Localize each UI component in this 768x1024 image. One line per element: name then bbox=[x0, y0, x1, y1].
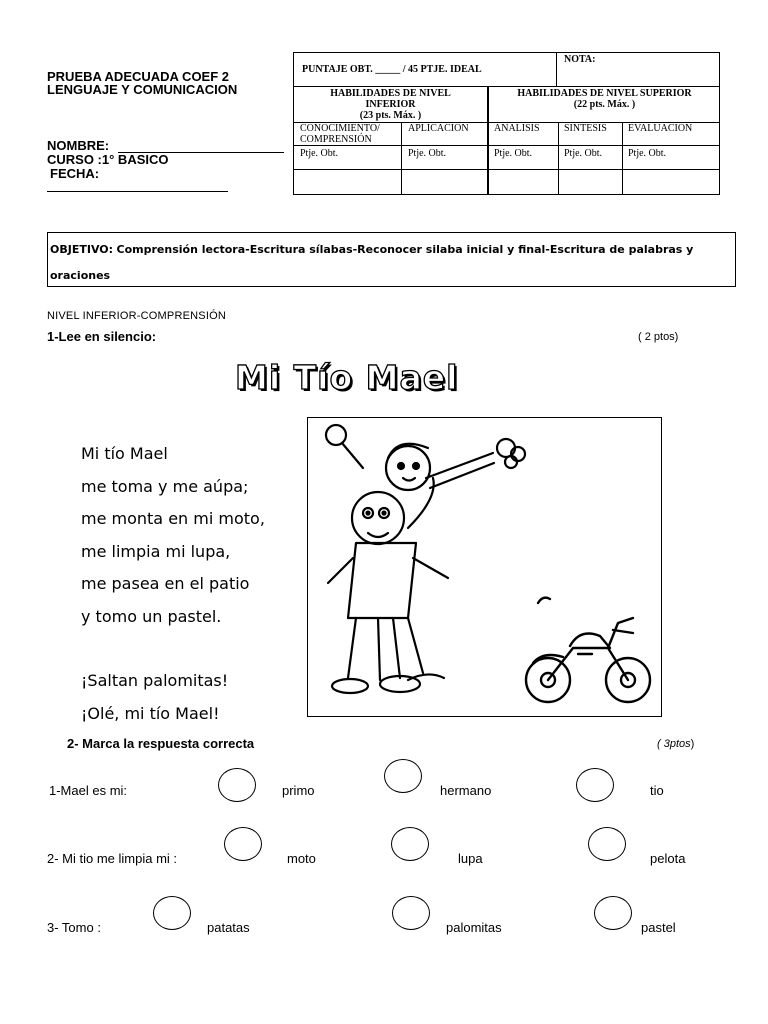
poem-line: me pasea en el patio bbox=[81, 574, 250, 593]
nota-label: NOTA: bbox=[564, 54, 596, 65]
item-1-prompt: 1-Mael es mi: bbox=[49, 783, 128, 798]
ptje-cell: Ptje. Obt. bbox=[300, 148, 339, 159]
answer-circle-pelota[interactable] bbox=[588, 827, 626, 861]
option-patatas: patatas bbox=[207, 920, 250, 935]
poem-line bbox=[81, 633, 265, 665]
poem-line: ¡Olé, mi tío Mael! bbox=[81, 703, 220, 723]
question-2-points bbox=[657, 738, 694, 750]
answer-circle-hermano[interactable] bbox=[384, 759, 422, 793]
poem-line: me toma y me aúpa; bbox=[81, 476, 249, 496]
col-conocimiento: CONOCIMIENTO/ bbox=[300, 123, 380, 134]
col-aplicacion: APLICACION bbox=[408, 123, 469, 134]
ptje-cell: Ptje. Obt. bbox=[408, 148, 447, 159]
question-2-title: 2- Marca la respuesta correcta bbox=[67, 736, 255, 751]
test-title: PRUEBA ADECUADA COEF 2 bbox=[47, 69, 230, 84]
item-3-prompt: 3- Tomo : bbox=[47, 920, 101, 935]
hab-superior-label: HABILIDADES DE NIVEL SUPERIOR bbox=[517, 88, 692, 99]
ptje-cell: Ptje. Obt. bbox=[494, 148, 533, 159]
item-2-prompt: 2- Mi tio me limpia mi : bbox=[47, 851, 178, 866]
ptje-cell: Ptje. Obt. bbox=[564, 148, 603, 159]
answer-circle-primo[interactable] bbox=[218, 768, 256, 802]
puntaje-label: PUNTAJE OBT. _____ / 45 PTJE. IDEAL bbox=[302, 64, 482, 75]
answer-circle-pastel[interactable] bbox=[594, 896, 632, 930]
poem-line: me monta en mi moto, bbox=[81, 509, 265, 528]
picture-frame bbox=[307, 417, 662, 717]
option-pelota: pelota bbox=[650, 851, 686, 866]
question-2-points-text: ( 3ptos bbox=[657, 738, 691, 750]
poem-title: Mi Tío Mael bbox=[235, 358, 459, 397]
col-analisis: ANALISIS bbox=[494, 123, 540, 134]
option-hermano: hermano bbox=[440, 783, 492, 798]
option-tio: tio bbox=[650, 783, 664, 798]
option-palomitas: palomitas bbox=[446, 920, 502, 935]
nombre-label: NOMBRE: bbox=[47, 138, 110, 153]
option-moto: moto bbox=[287, 851, 316, 866]
poem-line: y tomo un pastel. bbox=[81, 606, 222, 626]
poem-text bbox=[81, 438, 265, 730]
poem-line: ¡Saltan palomitas! bbox=[81, 671, 229, 690]
poem-illustration bbox=[81, 350, 670, 723]
col-sintesis: SINTESIS bbox=[564, 123, 607, 134]
objective-box bbox=[47, 232, 736, 287]
section-label: NIVEL INFERIOR-COMPRENSIÓN bbox=[47, 310, 226, 322]
hab-superior-max: (22 pts. Máx. ) bbox=[573, 99, 636, 110]
poem-line: me limpia mi lupa, bbox=[81, 541, 231, 561]
curso-label: CURSO :1° BASICO bbox=[47, 152, 169, 167]
hab-inferior-label-2: INFERIOR bbox=[365, 99, 416, 110]
option-pastel: pastel bbox=[641, 920, 676, 935]
col-evaluacion: EVALUACION bbox=[628, 123, 693, 134]
answer-circle-moto[interactable] bbox=[224, 827, 262, 861]
objective-label: OBJETIVO: bbox=[50, 243, 114, 256]
subject-title: LENGUAJE Y COMUNICACION bbox=[47, 82, 238, 97]
fecha-field[interactable] bbox=[47, 191, 228, 192]
question-2-points-close: ) bbox=[690, 738, 695, 750]
uncle-and-child-drawing bbox=[308, 418, 661, 716]
option-lupa: lupa bbox=[458, 851, 483, 866]
col-comprension: COMPRENSIÓN bbox=[300, 134, 372, 145]
hab-inferior-max: (23 pts. Máx. ) bbox=[359, 110, 422, 121]
objective-text bbox=[50, 237, 734, 289]
option-primo: primo bbox=[282, 783, 315, 798]
poem-line: Mi tío Mael bbox=[81, 444, 168, 463]
answer-circle-patatas[interactable] bbox=[153, 896, 191, 930]
fecha-label: FECHA: bbox=[50, 166, 100, 181]
score-table bbox=[293, 52, 720, 195]
objective-description: Comprensión lectora-Escritura sílabas-Reconocer silaba inicial y final-Escritura de palabras y oraciones bbox=[50, 243, 694, 282]
answer-circle-tio[interactable] bbox=[576, 768, 614, 802]
answer-circle-palomitas[interactable] bbox=[392, 896, 430, 930]
ptje-cell: Ptje. Obt. bbox=[628, 148, 667, 159]
answer-circle-lupa[interactable] bbox=[391, 827, 429, 861]
hab-inferior-label: HABILIDADES DE NIVEL bbox=[330, 88, 451, 99]
question-1-title: 1-Lee en silencio: bbox=[47, 329, 157, 344]
question-1-points: ( 2 ptos) bbox=[638, 331, 679, 343]
